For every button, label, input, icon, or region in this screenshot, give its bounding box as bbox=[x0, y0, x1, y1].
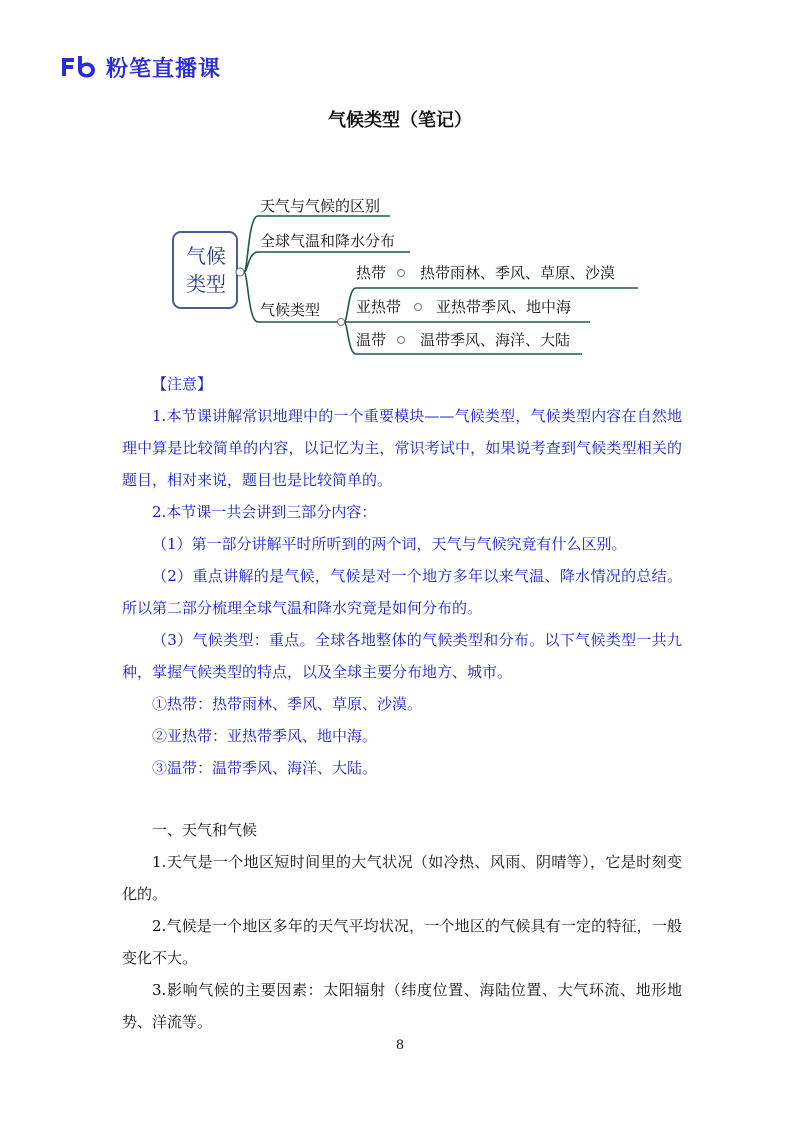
root-line-1: 气候 bbox=[186, 244, 226, 268]
section1-item-2: 2.气候是一个地区多年的天气平均状况，一个地区的气候具有一定的特征，一般变化不大。 bbox=[122, 917, 682, 967]
notes-item-2: 2.本节课一共会讲到三部分内容： bbox=[152, 503, 377, 521]
section1-heading: 一、天气和气候 bbox=[152, 821, 258, 839]
notes-item-4: （2）重点讲解的是气候，气候是对一个地方多年以来气温、降水情况的总结。所以第二部分梳理全球气温和降水究竟是如何分布的。 bbox=[122, 567, 682, 617]
notes-item-5: （3）气候类型：重点。全球各地整体的气候类型和分布。以下气候类型一共九种，掌握气候类型的特点，以及全球主要分布地方、城市。 bbox=[122, 631, 682, 681]
sub2-collapse-icon bbox=[415, 304, 422, 311]
zone-temperate: 温带 bbox=[356, 331, 387, 349]
zone-tropical-types: 热带雨林、季风、草原、沙漠 bbox=[420, 264, 616, 282]
page-title: 气候类型（笔记） bbox=[328, 110, 472, 131]
notes-section bbox=[122, 368, 682, 784]
zone-subtropical: 亚热带 bbox=[356, 298, 402, 316]
brand-name: 粉笔直播课 bbox=[106, 56, 222, 82]
root-line-2: 类型 bbox=[186, 272, 226, 296]
branch-weather-vs-climate: 天气与气候的区别 bbox=[260, 197, 381, 215]
section-weather-climate bbox=[122, 814, 682, 1038]
section1-item-3: 3.影响气候的主要因素：太阳辐射（纬度位置、海陆位置、大气环流、地形地势、洋流等。 bbox=[122, 981, 682, 1031]
zone-tropical: 热带 bbox=[356, 264, 387, 282]
notes-item-7: ②亚热带：亚热带季风、地中海。 bbox=[152, 727, 378, 745]
notes-item-3: （1）第一部分讲解平时所听到的两个词，天气与气候究竟有什么区别。 bbox=[152, 535, 627, 553]
page-number: 8 bbox=[395, 1038, 405, 1053]
notes-item-1: 1.本节课讲解常识地理中的一个重要模块——气候类型，气候类型内容在自然地理中算是比较简单的内容，以记忆为主，常识考试中，如果说考查到气候类型相关的题目，相对来说，题目也是比较简单的。 bbox=[122, 407, 682, 489]
zone-subtropical-types: 亚热带季风、地中海 bbox=[436, 298, 572, 316]
branch-climate-types: 气候类型 bbox=[260, 301, 321, 319]
fb-logo-icon bbox=[58, 54, 98, 80]
sub1-collapse-icon bbox=[398, 270, 405, 277]
mind-map-root bbox=[174, 234, 238, 306]
notes-item-8: ③温带：温带季风、海洋、大陆。 bbox=[152, 759, 378, 777]
sub3-collapse-icon bbox=[398, 337, 405, 344]
notes-heading: 【注意】 bbox=[152, 375, 213, 393]
notes-item-6: ①热带：热带雨林、季风、草原、沙漠。 bbox=[152, 695, 423, 713]
mind-map bbox=[168, 186, 648, 358]
section1-item-1: 1.天气是一个地区短时间里的大气状况（如冷热、风雨、阴晴等），它是时刻变化的。 bbox=[122, 853, 682, 903]
brand-logo bbox=[58, 52, 221, 82]
branch-temp-precip: 全球气温和降水分布 bbox=[260, 232, 396, 250]
branch3-collapse-icon bbox=[338, 319, 345, 326]
zone-temperate-types: 温带季风、海洋、大陆 bbox=[420, 331, 571, 349]
